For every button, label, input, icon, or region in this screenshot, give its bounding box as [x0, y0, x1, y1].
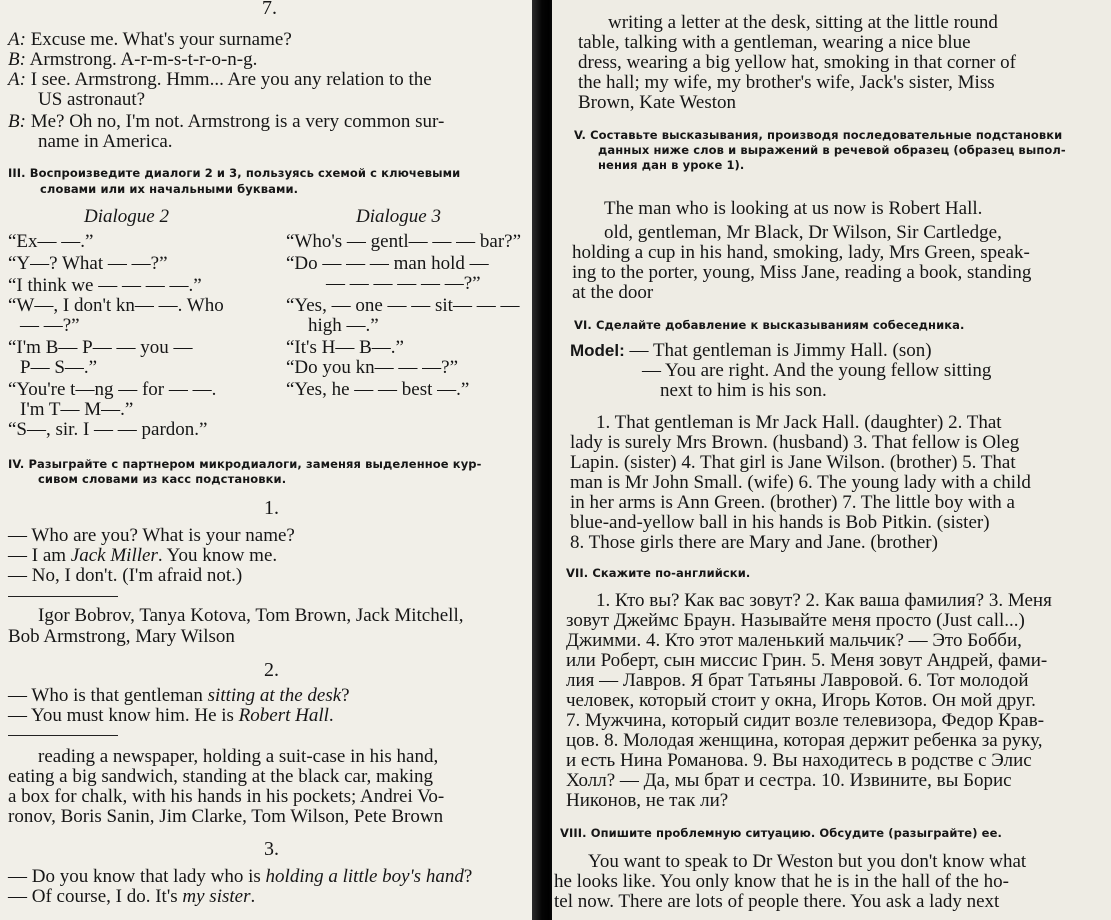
exercise-7-item-line: Никонов, не так ли? — [566, 790, 729, 811]
exercise-6-item-line: 8. Those girls there are Mary and Jane. (brother) — [570, 532, 938, 553]
dialogue-2-line: “I'm B— P— — you — — [8, 337, 193, 358]
dialogue-3-title: Dialogue 3 — [356, 206, 441, 227]
microdialogue-3-line-1: — Do you know that lady who is holding a little boy's hand? — [8, 866, 473, 887]
exercise-7-item-line: цов. 8. Молодая женщина, которая держит ребенка за руку, — [566, 730, 1043, 751]
exercise-5-heading: V. Составьте высказывания, производя последовательные подстановки — [574, 128, 1063, 142]
dialogue-2-title: Dialogue 2 — [84, 206, 169, 227]
separator-rule — [8, 596, 118, 597]
microdialogue-2-number: 2. — [264, 659, 279, 681]
dialogue-3-line: “Yes, he — — best —.” — [286, 379, 470, 400]
dialog-7-line-3: A: I see. Armstrong. Hmm... Are you any relation to the — [8, 69, 432, 90]
exercise-6-heading: VI. Сделайте добавление к высказываниям собеседника. — [574, 318, 965, 332]
dialog-7-line-2: B: Armstrong. A-r-m-s-t-r-o-n-g. — [8, 49, 258, 70]
left-page — [0, 0, 540, 920]
microdialogue-1-substitution-2: Bob Armstrong, Mary Wilson — [8, 626, 235, 647]
dialogue-2-line: “I think we — — — —.” — [8, 275, 202, 296]
dialogue-2-line: P— S—.” — [20, 357, 98, 378]
dialogue-3-line: “It's H— B—.” — [286, 337, 404, 358]
exercise-5-heading-cont: нения дан в уроке 1). — [598, 158, 745, 172]
microdialogue-3-number: 3. — [264, 838, 279, 860]
dialog-7-line-5: B: Me? Oh no, I'm not. Armstrong is a very common sur- — [8, 111, 445, 132]
exercise-7-item-line: 7. Мужчина, который сидит возле телевизора, Федор Крав- — [566, 710, 1045, 731]
microdialogue-1-number: 1. — [264, 497, 279, 519]
microdialogue-2-substitution-2: eating a big sandwich, standing at the black car, making — [8, 766, 434, 787]
exercise-7-item-line: лия — Лавров. Я брат Татьяны Лавровой. 6. Тот молодой — [566, 670, 1029, 691]
exercise-7-heading: VII. Скажите по-английски. — [566, 566, 751, 580]
substitution-continued-line: table, talking with a gentleman, wearing a nice blue — [578, 32, 971, 53]
exercise-4-heading: IV. Разыграйте с партнером микродиалоги, заменяя выделенное кур- — [8, 457, 482, 471]
substitution-continued-line: the hall; my wife, my brother's wife, Jack's sister, Miss — [578, 72, 995, 93]
exercise-3-heading-cont: словами или их начальными буквами. — [40, 182, 299, 196]
microdialogue-2-substitution-1: reading a newspaper, holding a suit-case in his hand, — [38, 746, 439, 767]
dialogue-3-line: “Who's — gentl— — — bar?” — [286, 231, 522, 252]
dialog-7-number: 7. — [262, 0, 277, 19]
exercise-7-item-line: Джимми. 4. Кто этот маленький мальчик? — Это Бобби, — [566, 630, 1022, 651]
microdialogue-1-line-3: — No, I don't. (I'm afraid not.) — [8, 565, 243, 586]
dialogue-3-line: “Do you kn— — —?” — [286, 357, 459, 378]
exercise-3-heading: III. Воспроизведите диалоги 2 и 3, пользуясь схемой с ключевыми — [8, 166, 461, 180]
separator-rule — [8, 735, 118, 736]
exercise-4-heading-cont: сивом словами из касс подстановки. — [38, 472, 287, 486]
dialogue-3-line: “Yes, — one — — sit— — — — [286, 295, 520, 316]
dialogue-3-line: high —.” — [308, 315, 379, 336]
exercise-7-item-line: Холл? — Да, мы брат и сестра. 10. Извините, вы Борис — [566, 770, 1012, 791]
exercise-5-substitution: holding a cup in his hand, smoking, lady, Mrs Green, speak- — [572, 242, 1030, 263]
dialog-7-line-4: US astronaut? — [38, 89, 146, 110]
microdialogue-1-line-2: — I am Jack Miller. You know me. — [8, 545, 278, 566]
exercise-7-item-line: 1. Кто вы? Как вас зовут? 2. Как ваша фамилия? 3. Меня — [596, 590, 1052, 611]
exercise-6-model-line-3: next to him is his son. — [660, 380, 827, 401]
exercise-8-line: You want to speak to Dr Weston but you don't know what — [588, 851, 1027, 872]
dialogue-2-line: “Ex— —.” — [8, 231, 94, 252]
dialogue-2-line: “Y—? What — —?” — [8, 253, 168, 274]
exercise-7-item-line: или Роберт, сын миссис Грин. 5. Меня зовут Андрей, фами- — [566, 650, 1048, 671]
exercise-5-substitution: ing to the porter, young, Miss Jane, reading a book, standing — [572, 262, 1032, 283]
exercise-8-heading: VIII. Опишите проблемную ситуацию. Обсудите (разыграйте) ее. — [560, 826, 1002, 840]
exercise-6-model-line-1: Model: — That gentleman is Jimmy Hall. (son) — [570, 340, 932, 361]
exercise-6-item-line: 1. That gentleman is Mr Jack Hall. (daughter) 2. That — [596, 412, 1002, 433]
exercise-5-substitution: at the door — [572, 282, 654, 303]
microdialogue-1-line-1: — Who are you? What is your name? — [8, 525, 295, 546]
exercise-6-item-line: lady is surely Mrs Brown. (husband) 3. That fellow is Oleg — [570, 432, 1020, 453]
exercise-6-item-line: man is Mr John Small. (wife) 6. The young lady with a child — [570, 472, 1031, 493]
exercise-7-item-line: зовут Джеймс Браун. Называйте меня просто (Just call...) — [566, 610, 1025, 631]
dialogue-3-line: — — — — — —?” — [326, 273, 481, 294]
microdialogue-3-line-2: — Of course, I do. It's my sister. — [8, 886, 256, 907]
dialogue-2-line: “W—, I don't kn— —. Who — [8, 295, 224, 316]
dialogue-2-line: “S—, sir. I — — pardon.” — [8, 419, 208, 440]
exercise-6-item-line: blue-and-yellow ball in his hands is Bob Pitkin. (sister) — [570, 512, 990, 533]
exercise-5-heading-cont: данных ниже слов и выражений в речевой образец (образец выпол- — [598, 143, 1066, 157]
exercise-5-model: The man who is looking at us now is Robert Hall. — [604, 198, 983, 219]
exercise-7-item-line: и есть Нина Романова. 9. Вы находитесь в родстве с Элис — [566, 750, 1032, 771]
microdialogue-2-line-2: — You must know him. He is Robert Hall. — [8, 705, 334, 726]
microdialogue-1-substitution-1: Igor Bobrov, Tanya Kotova, Tom Brown, Jack Mitchell, — [38, 605, 464, 626]
dialogue-3-line: “Do — — — man hold — — [286, 253, 489, 274]
microdialogue-2-line-1: — Who is that gentleman sitting at the desk? — [8, 685, 350, 706]
exercise-5-substitution: old, gentleman, Mr Black, Dr Wilson, Sir Cartledge, — [604, 222, 1002, 243]
dialogue-2-line: I'm T— M—.” — [20, 399, 134, 420]
microdialogue-2-substitution-3: a box for chalk, with his hands in his pockets; Andrei Vo- — [8, 786, 445, 807]
exercise-7-item-line: человек, который стоит у окна, Игорь Котов. Он мой друг. — [566, 690, 1036, 711]
exercise-8-line: tel now. There are lots of people there. You ask a lady next — [554, 891, 1000, 912]
dialogue-2-line: — —?” — [20, 315, 80, 336]
exercise-6-item-line: Lapin. (sister) 4. That girl is Jane Wilson. (brother) 5. That — [570, 452, 1016, 473]
substitution-continued-line: dress, wearing a big yellow hat, smoking in that corner of — [578, 52, 1016, 73]
exercise-6-model-line-2: — You are right. And the young fellow sitting — [642, 360, 992, 381]
microdialogue-2-substitution-4: ronov, Boris Sanin, Jim Clarke, Tom Wilson, Pete Brown — [8, 806, 444, 827]
dialog-7-line-1: A: Excuse me. What's your surname? — [8, 29, 292, 50]
dialog-7-line-6: name in America. — [38, 131, 173, 152]
substitution-continued-line: writing a letter at the desk, sitting at the little round — [608, 12, 998, 33]
substitution-continued-line: Brown, Kate Weston — [578, 92, 737, 113]
right-page — [552, 0, 1111, 920]
dialogue-2-line: “You're t—ng — for — —. — [8, 379, 217, 400]
exercise-8-line: he looks like. You only know that he is in the hall of the ho- — [554, 871, 1009, 892]
exercise-6-item-line: in her arms is Ann Green. (brother) 7. The little boy with a — [570, 492, 1015, 513]
